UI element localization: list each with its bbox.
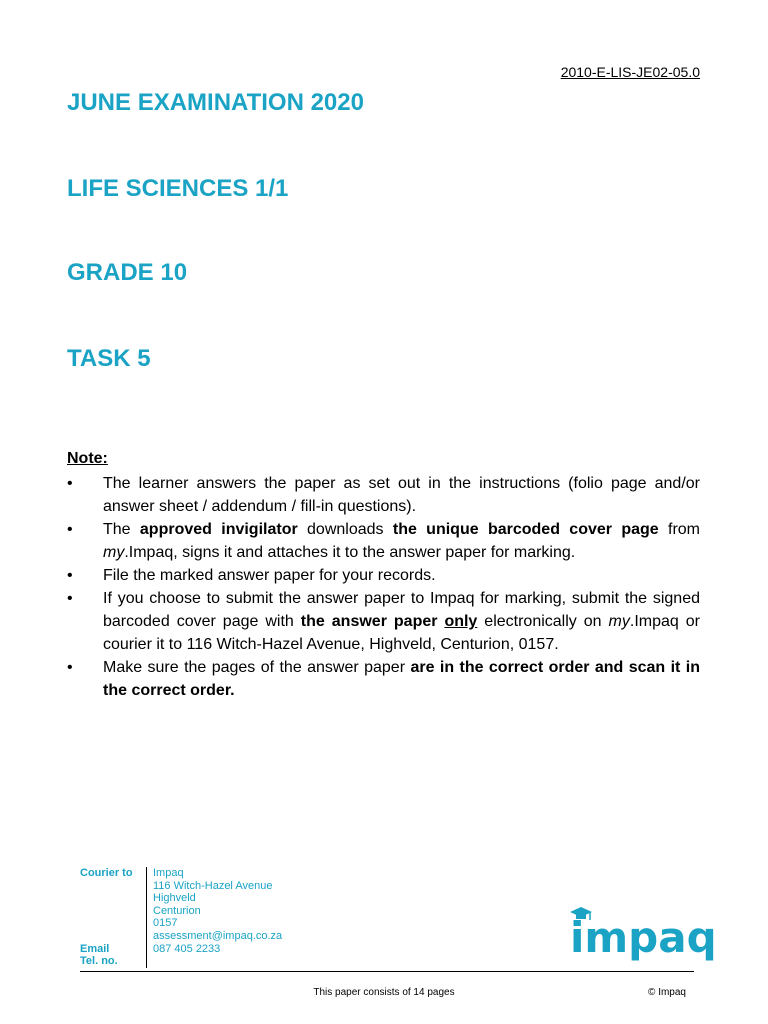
courier-suburb: Highveld bbox=[153, 892, 196, 905]
courier-city: Centurion bbox=[153, 904, 201, 917]
bullet-icon: • bbox=[67, 590, 73, 607]
bullet-icon: • bbox=[67, 567, 73, 584]
grade-title: GRADE 10 bbox=[67, 259, 188, 286]
note-item: • Make sure the pages of the answer paper are in the correct order and scan it in the correct order. bbox=[67, 656, 700, 702]
bullet-icon: • bbox=[67, 659, 73, 676]
footer-divider bbox=[80, 971, 694, 972]
tel-label: Tel. no. bbox=[80, 955, 118, 968]
note-heading: Note: bbox=[67, 450, 108, 467]
impaq-logo bbox=[568, 900, 717, 962]
document-code: 2010-E-LIS-JE02-05.0 bbox=[560, 64, 700, 80]
email-value: assessment@impaq.co.za bbox=[153, 929, 283, 942]
task-title: TASK 5 bbox=[67, 345, 151, 372]
page-count: This paper consists of 14 pages bbox=[313, 987, 455, 998]
courier-postcode: 0157 bbox=[153, 917, 178, 930]
courier-name: Impaq bbox=[153, 867, 184, 879]
bullet-icon: • bbox=[67, 475, 73, 492]
contact-block bbox=[80, 867, 282, 968]
copyright: © Impaq bbox=[648, 987, 686, 998]
note-item: • The learner answers the paper as set out in the instructions (folio page and/or answer sheet / addendum / fill-in questions). bbox=[67, 472, 700, 518]
note-item: • File the marked answer paper for your records. bbox=[67, 564, 700, 587]
note-item: • The approved invigilator downloads the unique barcoded cover page from my.Impaq, signs it and attaches it to the answer paper for marking. bbox=[67, 518, 700, 564]
exam-title: JUNE EXAMINATION 2020 bbox=[67, 89, 364, 116]
courier-label: Courier to bbox=[80, 867, 133, 879]
email-label: Email bbox=[80, 942, 110, 955]
bullet-icon: • bbox=[67, 521, 73, 538]
note-list bbox=[67, 472, 700, 702]
logo-wordmark: impaq bbox=[570, 913, 717, 962]
courier-street: 116 Witch-Hazel Avenue bbox=[153, 879, 273, 892]
subject-title: LIFE SCIENCES 1/1 bbox=[67, 175, 289, 202]
tel-value: 087 405 2233 bbox=[153, 942, 221, 955]
note-item: • If you choose to submit the answer paper to Impaq for marking, submit the signed barcoded cover page with the answer paper only electronically on my.Impaq or courier it to 116 Witch-Hazel Avenue, Highveld, Centurion, 0157. bbox=[67, 587, 700, 656]
